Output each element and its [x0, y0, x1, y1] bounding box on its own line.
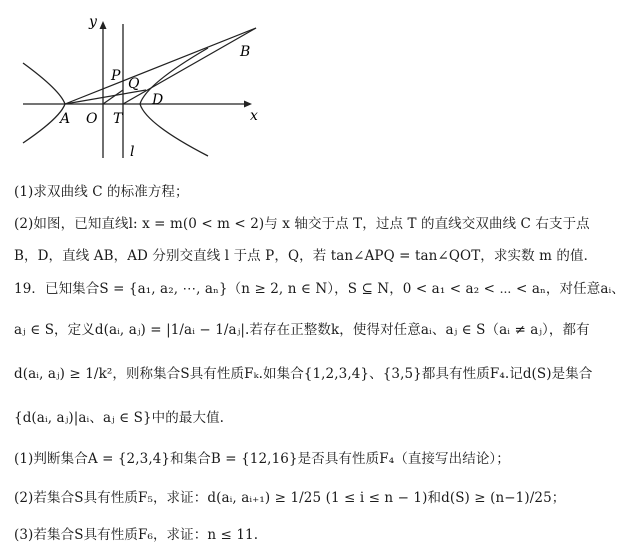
text-line-5: aⱼ ∈ S，定义d(aᵢ, aⱼ) = |1/aᵢ − 1/aⱼ|.若存在正整数k，使得对任意aᵢ、aⱼ ∈ S（aᵢ ≠ aⱼ），都有 [14, 322, 590, 338]
label-a: A [60, 111, 71, 127]
text-line-1: (1)求双曲线 C 的标准方程； [14, 184, 189, 200]
text-line-3: B，D，直线 AB，AD 分别交直线 l 于点 P，Q，若 tan∠APQ = tan∠QOT，求实数 m 的值． [14, 248, 598, 264]
y-axis-arrow [100, 21, 107, 29]
x-axis-arrow [244, 101, 252, 108]
text-line-7: {d(aᵢ, aⱼ)|aᵢ、aⱼ ∈ S}中的最大值. [14, 410, 225, 426]
label-o: O [86, 111, 98, 127]
label-y: y [89, 14, 97, 30]
label-t: T [113, 111, 123, 127]
hyperbola-right-branch [140, 48, 208, 156]
label-q: Q [128, 76, 140, 92]
hyperbola-figure [18, 8, 268, 168]
label-p: P [111, 68, 121, 84]
label-x: x [250, 108, 258, 124]
text-line-2: (2)如图，已知直线l: x = m(0 < m < 2)与 x 轴交于点 T，过点 T 的直线交双曲线 C 右支于点 [14, 216, 590, 232]
text-line-9: (2)若集合S具有性质F₅，求证：d(aᵢ, aᵢ₊₁) ≥ 1/25 (1 ≤ i ≤ n − 1)和d(S) ≥ (n−1)/25； [14, 490, 566, 506]
line-bd [123, 28, 256, 104]
label-b: B [240, 44, 251, 60]
text-line-10: (3)若集合S具有性质F₆，求证：n ≤ 11. [14, 527, 259, 543]
text-line-4: 19．已知集合S = {a₁, a₂, ⋯, aₙ}（n ≥ 2, n ∈ N），S ⊆ N，0 < a₁ < a₂ < ⋯ < aₙ，对任意aᵢ、 [14, 281, 625, 297]
text-line-8: (1)判断集合A = {2,3,4}和集合B = {12,16}是否具有性质F₄（直接写出结论）； [14, 451, 510, 467]
label-d: D [152, 92, 164, 108]
hyperbola-left-branch [23, 63, 65, 143]
label-l: l [130, 144, 135, 160]
text-line-6: d(aᵢ, aⱼ) ≥ 1/k²，则称集合S具有性质Fₖ.如集合{1,2,3,4}、{3,5}都具有性质F₄.记d(S)是集合 [14, 366, 593, 382]
